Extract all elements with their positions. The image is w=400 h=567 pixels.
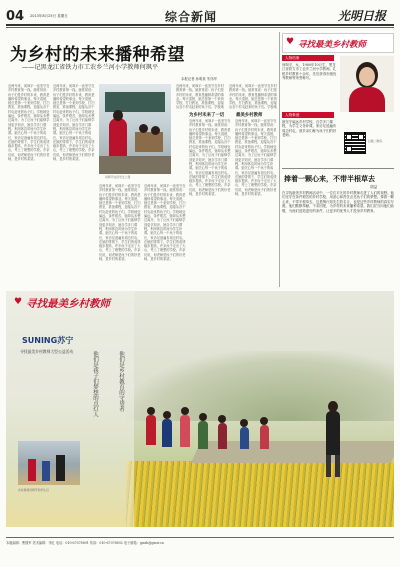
article-column-3: 近两年来，何飒平一直坚守在乡村教育第一线。她常常说：孩子们是乡村的未来，教育是播种希望的事业。每天清晨，她总是第一个来到学校，打扫教室，准备课程，迎接从各个村屯赶来的孩子们。学校地处偏远，条件艰苦，她却从未想过离开。为了让孩子们能够学到更多知识，她自学多门课程，利用休息时间为学生补课。她关心每一个孩子的成长，家访足迹遍布周边村屯。在她的带领下，学生们的成绩稳步提高，许多孩子走出了大山，考上了理想的学校。乡亲们说，何老师是孩子们的好老师，是乡村的希望。 [99,184,141,262]
ad-banner [6,291,394,527]
qr-label: 扫描二维码 [368,139,382,143]
campaign-divider [282,168,394,169]
masthead-logo: 光明日报 [338,9,387,23]
footer-rule [6,537,394,538]
article-column-1: 近两年来，何飒平一直坚守在乡村教育第一线。她常常说：孩子们是乡村的未来，教育是播种希望的事业。每天清晨，她总是第一个来到学校，打扫教室，准备课程，迎接从各个村屯赶来的孩子们。学校地处偏远，条件艰苦，她却从未想过离开。为了让孩子们能够学到更多知识，她自学多门课程，利用休息时间为学生补课。她关心每一个孩子的成长，家访足迹遍布周边村屯。在她的带领下，学生们的成绩稳步提高，许多孩子走出了大山，考上了理想的学校。乡亲们说，何老师是孩子们的好老师，是乡村的希望。 [8,84,50,162]
ad-slogan-1: 他们是乡村教育的守望者 [118,351,124,412]
sub-heading-1: 为乡村未来了一切 [189,113,225,118]
article-column-6: 近两年来，何飒平一直坚守在乡村教育第一线。她常常说：孩子们是乡村的未来，教育是播种希望的事业。每天清晨，她总是第一个来到学校，打扫教室，准备课程，迎接从各个村屯赶来的孩子们。学校地处偏远，条件艰苦，她却从未想过离开。为了让孩子们能够学到更多知识，她自学多门课程，利用休息时间为学生补课。她关心每一个孩子的成长，家访足迹遍布周边村屯。在她的带领下，学生们的成绩稳步提高，许多孩子走出了大山，考上了理想的学校。乡亲们说，何老师是孩子们的好老师，是乡村的希望。 [189,119,231,197]
date-line: 2013年8月25日 星期日 [30,14,68,18]
commentary-author: 胡益 [370,185,378,189]
profile-label: 人物档案 [282,55,334,61]
page-number: 04 [6,9,25,24]
main-photo-caption: 何飒平在给学生上课 [105,175,131,179]
ad-sponsor-logo: SUNING苏宁 [22,336,74,345]
article-column-2: 近两年来，何飒平一直坚守在乡村教育第一线。她常常说：孩子们是乡村的未来，教育是播种希望的事业。每天清晨，她总是第一个来到学校，打扫教室，准备课程，迎接从各个村屯赶来的孩子们。学校地处偏远，条件艰苦，她却从未想过离开。为了让孩子们能够学到更多知识，她自学多门课程，利用休息时间为学生补课。她关心每一个孩子的成长，家访足迹遍布周边村屯。在她的带领下，学生们的成绩稳步提高，许多孩子走出了大山，考上了理想的学校。乡亲们说，何老师是孩子们的好老师，是乡村的希望。 [53,84,95,162]
campaign-title: 寻找最美乡村教师 [298,40,367,50]
article-column-4: 近两年来，何飒平一直坚守在乡村教育第一线。她常常说：孩子们是乡村的未来，教育是播种希望的事业。每天清晨，她总是第一个来到学校，打扫教室，准备课程，迎接从各个村屯赶来的孩子们。学校地处偏远，条件艰苦，她却从未想过离开。为了让孩子们能够学到更多知识，她自学多门课程，利用休息时间为学生补课。她关心每一个孩子的成长，家访足迹遍布周边村屯。在她的带领下，学生们的成绩稳步提高，许多孩子走出了大山，考上了理想的学校。乡亲们说，何老师是孩子们的好老师，是乡村的希望。 [144,184,186,262]
footer-text: 本版编辑：曹继军 美术编辑：李红 电话：010-67078891 传真：010-67078892 电子邮箱：gmrb@gmw.cn [6,541,164,545]
sub-heading-2: 最美乡村教师 [236,113,263,118]
campaign-logo-box [282,33,394,53]
ad-title: 寻找最美乡村教师 [26,298,110,310]
ad-slogan-2: 他们是孩子们梦想的点灯人 [92,351,98,417]
profile-text: 何飒平，女，1980年10月生，黑龙江省铁力市工农乡兰河小学教师。扎根乡村教育十余年，先后获得市级优秀教师等荣誉称号。 [282,63,337,81]
cctv-heart-icon: ♥ [286,37,295,47]
header-rule [6,24,394,26]
section-title: 综合新闻 [165,10,218,24]
ad-tagline: 寻找最美乡村教师大型公益活动 [20,349,74,354]
column-divider [279,32,280,287]
main-subtitle: ——记黑龙江省铁力市工农乡兰河小学教师何飒平 [22,64,159,71]
header-rule-thin [6,27,394,28]
classroom-photo [99,84,171,174]
ad-photo-caption: 乡村教师何飒平和学生们 [18,488,49,492]
qr-code-icon[interactable] [344,132,366,154]
main-headline: 为乡村的未来播种希望 [10,45,185,65]
ad-children-group [146,401,356,481]
teacher-portrait [340,56,394,112]
commentary-body: 在寻找最美乡村教师活动中，一位位平凡的乡村教师走进了人们的视野。他们坚守在条件艰苦的乡村学校，用爱心和责任点亮孩子们的梦想。捧着一颗心来，不带半根草去，这是陶行知先生的名言，也是这些乡村教师的真实写照。他们默默奉献，不求回报，为乡村的未来播种希望。我们应当向他们致敬，为他们创造更好的条件，让更多的优秀人才投身乡村教育。 [282,191,394,213]
commentary-headline: 捧着一颗心来，不带半根草去 [284,175,375,183]
deeds-text: 她坚守偏远乡村学校，自学多门课程，为学生义务补课，家访足迹遍布周边村屯，被乡亲们称为孩子们的好老师。 [282,120,337,138]
byline: 本报记者 孙明泉 朱伟华 [181,77,218,81]
ad-cctv-heart-icon: ♥ [14,297,23,307]
article-column-8: 近两年来，何飒平一直坚守在乡村教育第一线。她常常说：孩子们是乡村的未来，教育是播种希望的事业。每天清晨，她总是第一个来到学校，打扫教室，准备课程，迎接从各个村屯赶来的孩子们。学校地处偏远，条件艰苦，她却从未想过离开。为了让孩子们能够学到更多知识，她自学多门课程，利用休息时间为学生补课。她关心每一个孩子的成长，家访足迹遍布周边村屯。在她的带领下，学生们的成绩稳步提高，许多孩子走出了大山，考上了理想的学校。乡亲们说，何老师是孩子们的好老师，是乡村的希望。 [235,119,277,197]
deeds-label: 人物事迹 [282,112,334,118]
article-column-5: 近两年来，何飒平一直坚守在乡村教育第一线。她常常说：孩子们是乡村的未来，教育是播种希望的事业。每天清晨，她总是第一个来到学校，打扫教室，准备课程，迎接从各个村屯赶来的孩子们。学校地 [176,84,224,110]
article-column-7: 近两年来，何飒平一直坚守在乡村教育第一线。她常常说：孩子们是乡村的未来，教育是播种希望的事业。每天清晨，她总是第一个来到学校，打扫教室，准备课程，迎接从各个村屯赶来的孩子们。学校地 [229,84,277,110]
ad-small-photo [18,441,80,485]
